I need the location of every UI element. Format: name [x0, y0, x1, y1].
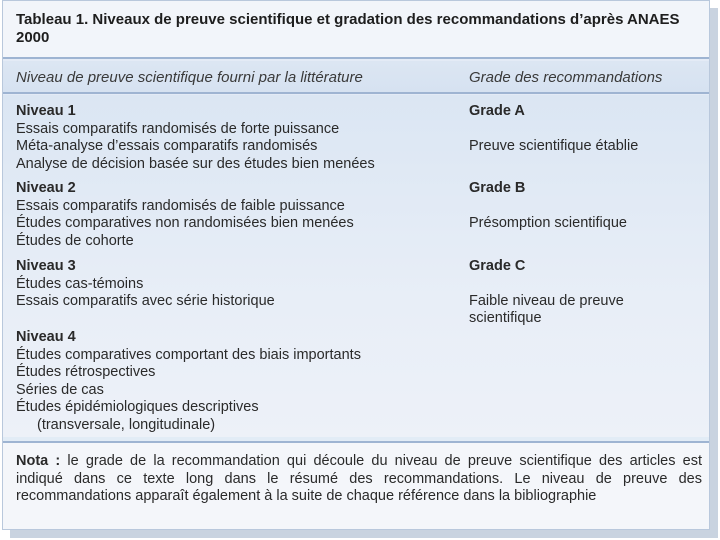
header-recommendation-grade: Grade des recommandations [469, 69, 663, 86]
level-2-line: Études de cohorte [16, 232, 134, 249]
header-evidence-level: Niveau de preuve scientifique fourni par la littérature [16, 69, 363, 86]
level-4-block [16, 329, 361, 434]
grade-b-block [469, 180, 627, 232]
level-1-line: Analyse de décision basée sur des études bien menées [16, 155, 375, 172]
title-box [3, 1, 709, 59]
level-2-block [16, 180, 354, 250]
grade-a-desc: Preuve scientifique établie [469, 137, 639, 154]
level-2-line: Essais comparatifs randomisés de faible puissance [16, 197, 345, 214]
note-text: le grade de la recommandation qui découle du niveau de preuve scientifique des articles est indiqué dans ce texte long dans le résumé des recommandations. Le niveau de preuve des recommandations apparaît également à la suite de chaque référence dans la bibliographie [16, 453, 702, 504]
level-3-title: Niveau 3 [16, 258, 76, 274]
level-1-block [16, 103, 375, 173]
level-4-line: Études rétrospectives [16, 364, 156, 380]
grade-c-desc: Faible niveau de preuve scientifique [469, 292, 624, 326]
evidence-table [2, 0, 710, 530]
grade-a-title: Grade A [469, 103, 525, 119]
level-4-line: Études comparatives comportant des biais importants [16, 346, 361, 363]
table-header-row [3, 61, 709, 94]
level-1-title: Niveau 1 [16, 103, 76, 119]
level-2-title: Niveau 2 [16, 180, 76, 196]
grade-b-title: Grade B [469, 180, 526, 196]
level-4-line: Séries de cas [16, 381, 104, 398]
level-1-line: Méta-analyse d’essais comparatifs randomisés [16, 138, 318, 154]
level-2-line: Études comparatives non randomisées bien menées [16, 215, 354, 231]
table-title: Tableau 1. Niveaux de preuve scientifique et gradation des recommandations d’après ANAES 2000 [16, 11, 680, 46]
grade-c-block [469, 258, 689, 328]
level-3-block [16, 258, 275, 311]
table-body [3, 95, 709, 437]
note-label: Nota : [16, 453, 61, 469]
level-4-title: Niveau 4 [16, 329, 76, 345]
note-text-block [16, 453, 702, 506]
level-3-line: Études cas-témoins [16, 275, 144, 292]
level-4-line: Études épidémiologiques descriptives [16, 399, 259, 415]
grade-b-desc: Présomption scientifique [469, 214, 627, 231]
level-3-line: Essais comparatifs avec série historique [16, 293, 275, 309]
grade-a-block [469, 103, 638, 155]
level-1-line: Essais comparatifs randomisés de forte puissance [16, 120, 340, 137]
note-box [3, 441, 709, 530]
grade-c-title: Grade C [469, 258, 526, 274]
level-4-line: (transversale, longitudinale) [37, 416, 216, 433]
